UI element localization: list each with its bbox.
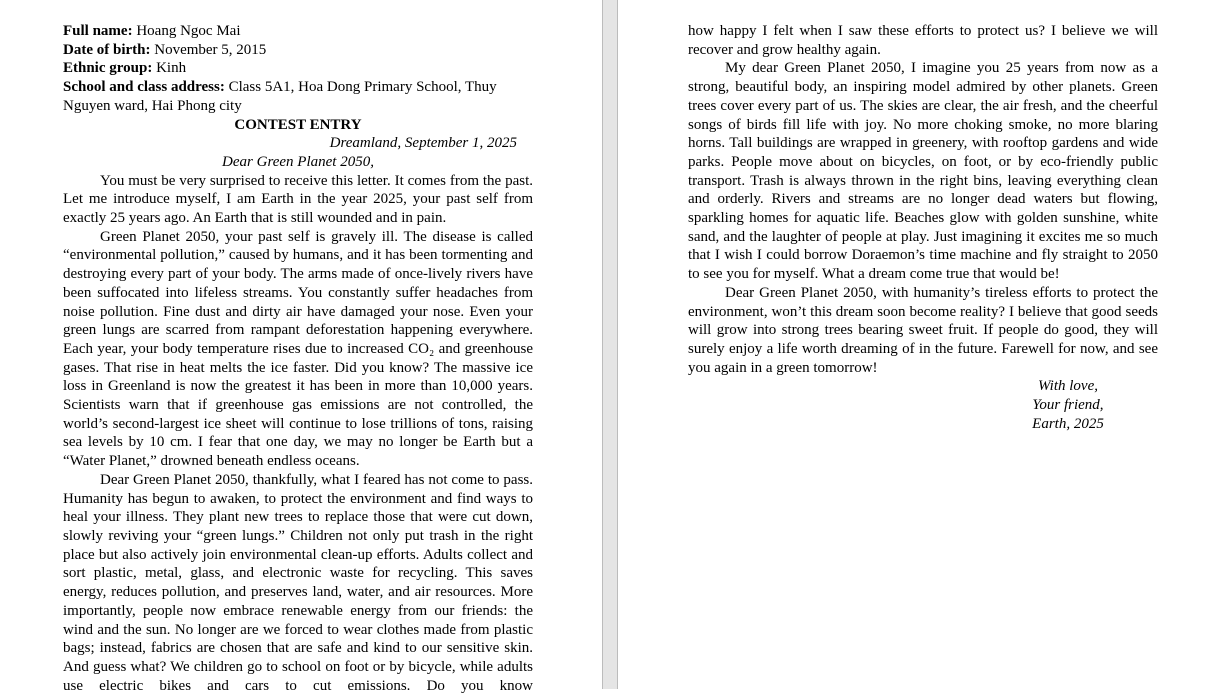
page-left xyxy=(63,0,533,694)
contest-entry-heading: CONTEST ENTRY xyxy=(234,116,362,133)
paragraph-imagine-2050: My dear Green Planet 2050, I imagine you 25 years from now as a strong, beautiful body, an inspiring model admired by other planets. Green trees cover every part of us. The skies are clear, the air fresh, and the cheerful songs of birds fill life with joy. No more choking smoke, no more blaring horns. Tall buildings are wrapped in greenery, with rooftop gardens and wide parks. People move about on bicycles, on foot, or by eco-friendly public transport. Trash is always thrown in the right bins, leaving everything clean and orderly. Rivers and streams are no longer dead waters but flowing, sparkling homes for aquatic life. Beaches glow with golden sunshine, white sand, and the laughter of people at play. Just imagining it excites me so much that I wish I could borrow Doraemon’s time machine and fly straight to 2050 to see you for myself. What a dream come true that would be! xyxy=(688,60,1158,283)
info-value: November 5, 2015 xyxy=(150,41,267,58)
info-line-date-of-birth xyxy=(63,41,533,60)
info-value: Hoang Ngoc Mai xyxy=(132,23,241,39)
paragraph-intro: You must be very surprised to receive this letter. It comes from the past. Let me introduce myself, I am Earth in the year 2025, your past self from exactly 25 years ago. An Earth that is still wounded and in pain. xyxy=(63,172,533,227)
info-block xyxy=(63,22,533,116)
info-line-ethnic-group xyxy=(63,59,533,78)
page-gap-divider xyxy=(602,0,618,689)
closing-with-love: With love, xyxy=(1038,378,1098,395)
paragraph-farewell: Dear Green Planet 2050, with humanity’s tireless efforts to protect the environment, won’t this dream soon become reality? I believe that good seeds will grow into strong trees bearing sweet fruit. If people do good, they will surely enjoy a life worth dreaming of in the future. Farewell for now, and see you again in a green tomorrow! xyxy=(688,284,1158,376)
info-label: Full name: xyxy=(63,23,133,39)
paragraph-illness: Green Planet 2050, your past self is gravely ill. The disease is called “environmental pollution,” caused by humans, and it has been tormenting and destroying every part of your body. The arms made of once-lively rivers have been suffocated into lifeless streams. You constantly suffer headaches from noise pollution. Fine dust and dirty air have damaged your nose. Even your green lungs are scarred from rampant deforestation happening everywhere. Each year, your body temperature rises due to increased CO₂ and greenhouse gases. That rise in heat melts the ice faster. Did you know? The massive ice loss in Greenland is now the greatest it has been in more than 10,000 years. Scientists warn that if greenhouse gas emissions are not controlled, the world’s second-largest ice sheet will continue to lose trillions of tons, raising sea levels by 10 cm. I fear that one day, we may no longer be Earth but a “Water Planet,” drowned beneath endless oceans. xyxy=(63,228,533,470)
paragraph-recovery: Dear Green Planet 2050, thankfully, what I feared has not come to pass. Humanity has begun to awaken, to protect the environment and find ways to heal your illness. They plant new trees to replace those that were cut down, slowly reviving your “green lungs.” Children not only put trash in the right place but also actively join environmental clean-up efforts. Adults collect and sort plastic, metal, glass, and electronic waste for recycling. This saves energy, reduces pollution, and preserves land, water, and air resources. More importantly, people now embrace renewable energy from our friends: the wind and the sun. No longer are we forced to wear clothes made from plastic bags; instead, fabrics are chosen that are safe and kind to our sensitive skin. And guess what? We children go to school on foot or by bicycle, while adults use electric bikes and cars to cut emissions. Do you know xyxy=(63,471,533,694)
info-label: School and class address: xyxy=(63,79,225,96)
closing-block xyxy=(978,377,1158,433)
info-line-full-name xyxy=(63,22,533,41)
dateline: Dreamland, September 1, 2025 xyxy=(329,135,517,152)
closing-signature: Earth, 2025 xyxy=(1032,415,1104,432)
salutation: Dear Green Planet 2050, xyxy=(222,153,374,170)
closing-your-friend: Your friend, xyxy=(1032,397,1104,414)
paragraph-recovery-continued: how happy I felt when I saw these efforts to protect us? I believe we will recover and grow healthy again. xyxy=(688,23,1158,58)
info-line-school-address xyxy=(63,78,533,115)
info-value: Class 5A1, Hoa Dong Primary School, Thuy Nguyen ward, Hai Phong city xyxy=(63,79,497,114)
info-label: Date of birth: xyxy=(63,41,151,58)
info-label: Ethnic group: xyxy=(63,60,153,77)
info-value: Kinh xyxy=(152,60,187,77)
page-right xyxy=(688,0,1158,694)
